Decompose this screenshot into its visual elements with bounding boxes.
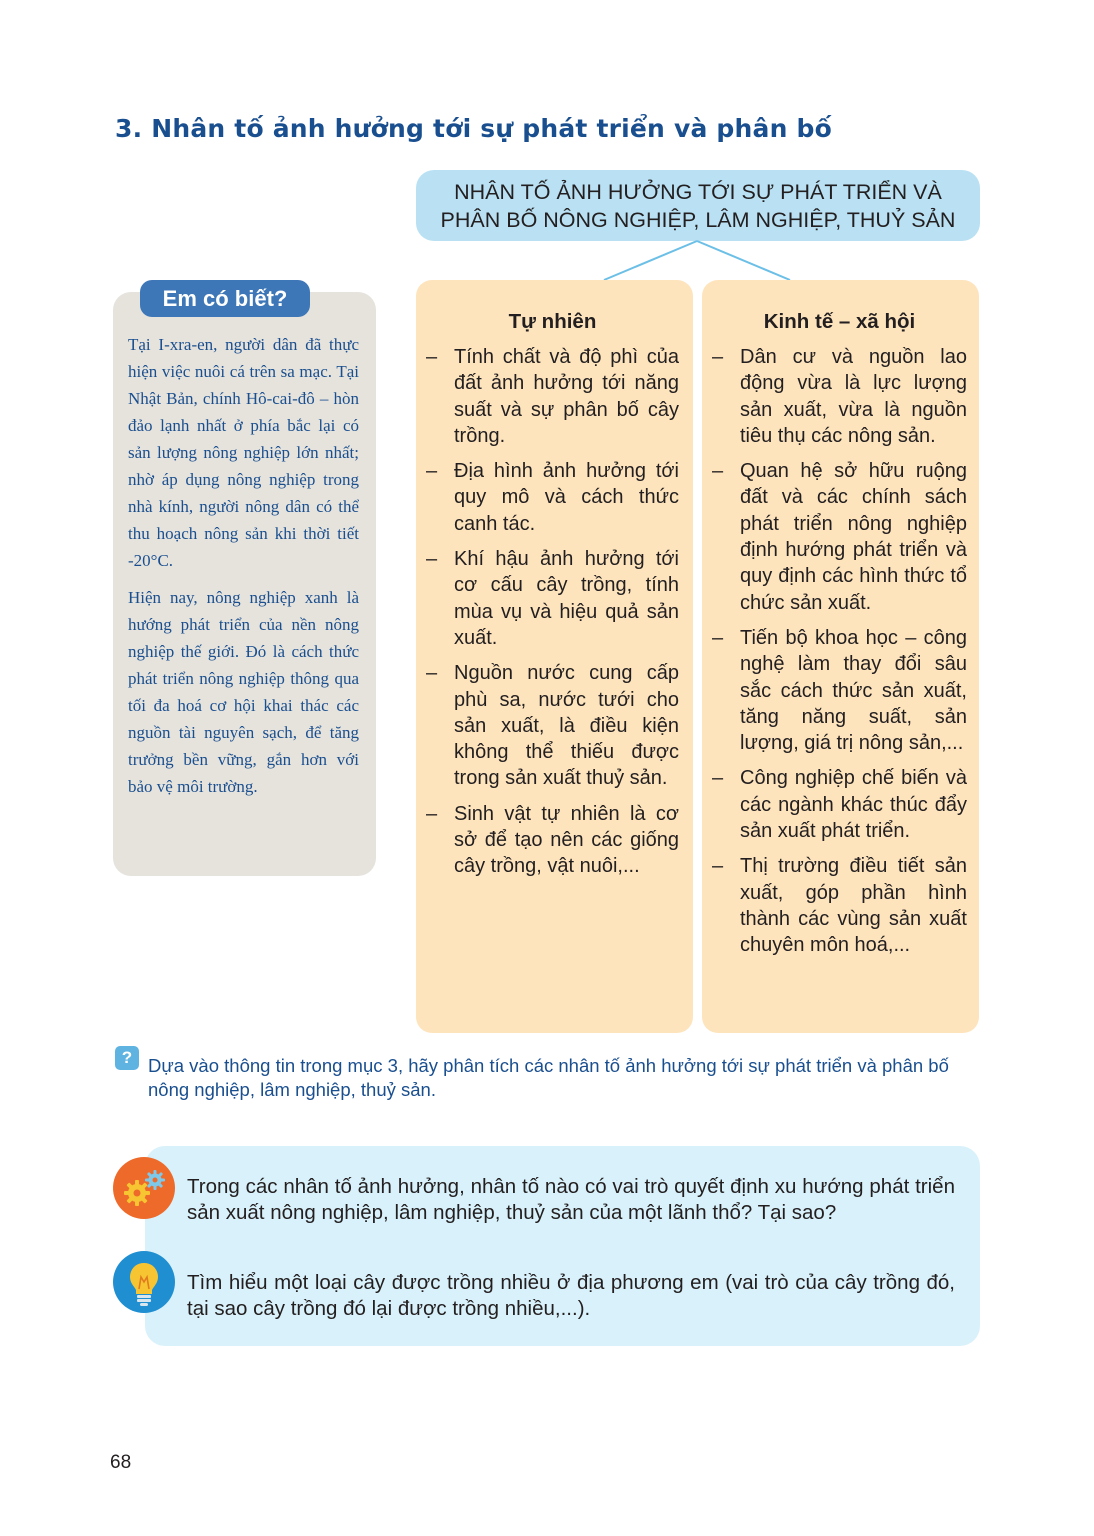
factor-item (712, 344, 967, 449)
factor-text: Sinh vật tự nhiên là cơ sở để tạo nên các giống cây trồng, vật nuôi,... (454, 802, 679, 878)
practice-question: Trong các nhân tố ảnh hưởng, nhân tố nào có vai trò quyết định xu hướng phát triển sản xuất nông nghiệp, lâm nghiệp, thuỷ sản của một lãnh thổ? Tại sao? (187, 1175, 955, 1224)
apply-question: Tìm hiểu một loại cây được trồng nhiều ở địa phương em (vai trò của cây trồng đó, tại sao cây trồng đó lại được trồng nhiều,...). (187, 1271, 955, 1320)
socioeconomic-factors-list (712, 344, 967, 959)
list-dash: – (712, 460, 724, 483)
list-dash: – (426, 662, 438, 685)
list-dash: – (426, 460, 438, 483)
factor-item (426, 660, 679, 791)
list-dash: – (712, 626, 724, 649)
factor-text: Công nghiệp chế biến và các ngành khác thúc đẩy sản xuất phát triển. (740, 767, 967, 843)
factor-text: Quan hệ sở hữu ruộng đất và các chính sách phát triển nông nghiệp định hướng phát triển và quy định các hình thức tổ chức sản xuất. (740, 460, 967, 614)
diagram-root-node: NHÂN TỐ ẢNH HƯỞNG TỚI SỰ PHÁT TRIỂN VÀ PHÂN BỐ NÔNG NGHIỆP, LÂM NGHIỆP, THUỶ SẢN (416, 170, 980, 241)
factor-text: Nguồn nước cung cấp phù sa, nước tưới cho sản xuất, là điều kiện không thể thiếu được trong sản xuất thuỷ sản. (454, 662, 679, 790)
factor-text: Tính chất và độ phì của đất ảnh hưởng tới năng suất và sự phân bố cây trồng. (454, 346, 679, 447)
factor-item (426, 546, 679, 651)
gear-icon (113, 1157, 175, 1219)
question-text: Dựa vào thông tin trong mục 3, hãy phân tích các nhân tố ảnh hưởng tới sự phát triển và phân bố nông nghiệp, lâm nghiệp, thuỷ sản. (148, 1055, 949, 1100)
did-you-know-paragraph: Hiện nay, nông nghiệp xanh là hướng phát triển của nền nông nghiệp thế giới. Đó là cách thức phát triển nông nghiệp thông qua tối đa hoá cơ hội khai thác các nguồn tài nguyên sạch, để tăng trưởng bền vững, gắn hơn với bảo vệ môi trường. (128, 588, 359, 796)
factor-item (712, 765, 967, 844)
factor-item (712, 625, 967, 756)
natural-factors-title: Tự nhiên (508, 310, 597, 333)
factor-text: Thị trường điều tiết sản xuất, góp phần hình thành các vùng sản xuất chuyên môn hoá,... (740, 855, 967, 957)
factor-item (426, 801, 679, 880)
did-you-know-paragraph: Tại I-xra-en, người dân đã thực hiện việc nuôi cá trên sa mạc. Tại Nhật Bản, chính Hô-cai-đô – hòn đảo lạnh nhất ở phía bắc lại có sản lượng nông nghiệp lớn nhất; nhờ áp dụng nông nghiệp trong nhà kính, người nông dân có thể thu hoạch nông sản khi thời tiết -20°C. (128, 335, 359, 570)
factor-item (426, 458, 679, 537)
page-number: 68 (110, 1452, 132, 1473)
list-dash: – (712, 346, 724, 368)
list-dash: – (426, 802, 438, 825)
socioeconomic-factors-title: Kinh tế – xã hội (763, 310, 916, 333)
natural-factors-list (426, 344, 679, 880)
factor-text: Dân cư và nguồn lao động vừa là lực lượng sản xuất, vừa là nguồn tiêu thụ các nông sản. (740, 346, 967, 447)
list-dash: – (426, 346, 438, 368)
list-dash: – (712, 767, 724, 790)
factor-text: Tiến bộ khoa học – công nghệ làm thay đổi sâu sắc cách thức sản xuất, tăng năng suất, sản lượng, giá trị nông sản,... (740, 626, 967, 755)
factor-text: Khí hậu ảnh hưởng tới cơ cấu cây trồng, tính mùa vụ và hiệu quả sản xuất. (454, 548, 679, 649)
factor-text: Địa hình ảnh hưởng tới quy mô và cách thức canh tác. (454, 460, 679, 535)
list-dash: – (712, 855, 724, 878)
factor-item (712, 853, 967, 958)
did-you-know-title: Em có biết? (140, 280, 310, 317)
socioeconomic-factors-box (702, 280, 979, 1033)
factor-item (712, 458, 967, 616)
did-you-know-text (128, 331, 359, 810)
factor-item (426, 344, 679, 449)
natural-factors-box (416, 280, 693, 1033)
list-dash: – (426, 548, 438, 571)
diagram-connector (0, 0, 1094, 300)
lightbulb-icon (113, 1251, 175, 1313)
question-icon: ? (115, 1046, 139, 1070)
section-title: 3. Nhân tố ảnh hưởng tới sự phát triển và phân bố (115, 114, 832, 143)
